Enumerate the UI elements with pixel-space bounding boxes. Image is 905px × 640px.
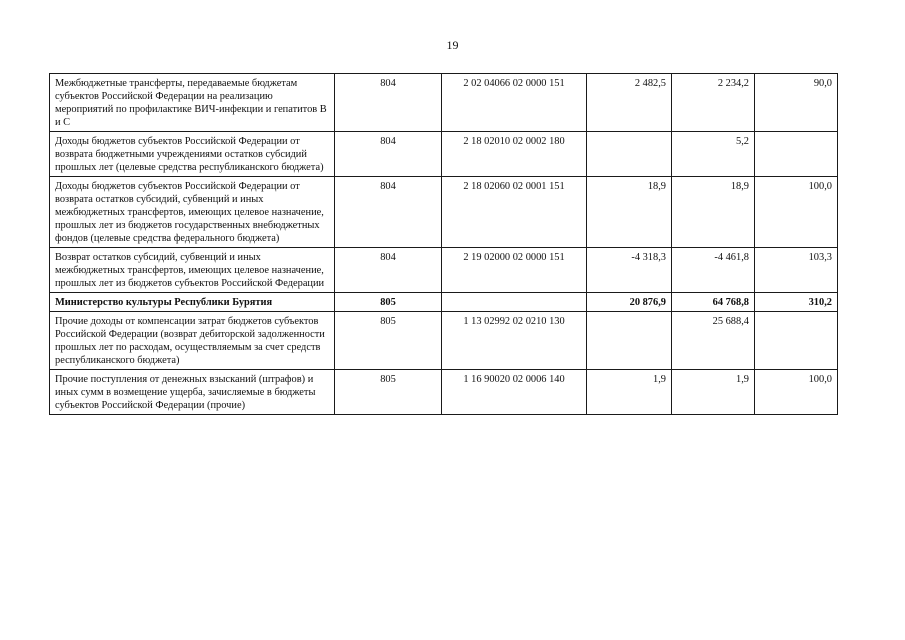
cell-revenue-code: 2 02 04066 02 0000 151 <box>442 74 587 132</box>
cell-plan: 18,9 <box>587 177 672 248</box>
cell-plan <box>587 132 672 177</box>
cell-admin-code: 805 <box>335 370 442 415</box>
cell-revenue-code: 1 16 90020 02 0006 140 <box>442 370 587 415</box>
table-row <box>50 248 838 293</box>
page-number: 19 <box>446 38 459 52</box>
cell-admin-code: 804 <box>335 132 442 177</box>
cell-plan: 1,9 <box>587 370 672 415</box>
cell-revenue-code: 1 13 02992 02 0210 130 <box>442 312 587 370</box>
table-row <box>50 312 838 370</box>
cell-actual: 5,2 <box>672 132 755 177</box>
cell-revenue-code <box>442 293 587 312</box>
cell-actual: 64 768,8 <box>672 293 755 312</box>
cell-name: Доходы бюджетов субъектов Российской Федерации от возврата остатков субсидий, субвенций и иных межбюджетных трансфертов, имеющих целевое назначение, прошлых лет из бюджетов государственных внебюджетных фондов (целевые средства федерального бюджета) <box>50 177 335 248</box>
table-row-ministry-total <box>50 293 838 312</box>
budget-table <box>49 73 838 415</box>
cell-percent: 100,0 <box>755 370 838 415</box>
cell-actual: -4 461,8 <box>672 248 755 293</box>
table-row <box>50 132 838 177</box>
cell-actual: 18,9 <box>672 177 755 248</box>
cell-name: Межбюджетные трансферты, передаваемые бюджетам субъектов Российской Федерации на реализацию мероприятий по профилактике ВИЧ-инфекции и гепатитов В и С <box>50 74 335 132</box>
cell-plan <box>587 312 672 370</box>
cell-percent: 100,0 <box>755 177 838 248</box>
cell-name: Прочие поступления от денежных взысканий (штрафов) и иных сумм в возмещение ущерба, зачисляемые в бюджеты субъектов Российской Федерации (прочие) <box>50 370 335 415</box>
cell-actual: 2 234,2 <box>672 74 755 132</box>
cell-actual: 1,9 <box>672 370 755 415</box>
cell-plan: 20 876,9 <box>587 293 672 312</box>
cell-actual: 25 688,4 <box>672 312 755 370</box>
cell-percent <box>755 132 838 177</box>
cell-plan: -4 318,3 <box>587 248 672 293</box>
table-row <box>50 177 838 248</box>
cell-percent: 310,2 <box>755 293 838 312</box>
cell-admin-code: 804 <box>335 74 442 132</box>
cell-name: Прочие доходы от компенсации затрат бюджетов субъектов Российской Федерации (возврат дебиторской задолженности прошлых лет по расходам, осуществляемым за счет средств республиканского бюджета) <box>50 312 335 370</box>
cell-percent <box>755 312 838 370</box>
cell-revenue-code: 2 19 02000 02 0000 151 <box>442 248 587 293</box>
cell-name: Министерство культуры Республики Бурятия <box>50 293 335 312</box>
cell-plan: 2 482,5 <box>587 74 672 132</box>
cell-admin-code: 805 <box>335 312 442 370</box>
cell-percent: 103,3 <box>755 248 838 293</box>
cell-percent: 90,0 <box>755 74 838 132</box>
cell-revenue-code: 2 18 02060 02 0001 151 <box>442 177 587 248</box>
cell-revenue-code: 2 18 02010 02 0002 180 <box>442 132 587 177</box>
cell-admin-code: 804 <box>335 248 442 293</box>
table-row <box>50 74 838 132</box>
cell-admin-code: 804 <box>335 177 442 248</box>
table-row <box>50 370 838 415</box>
cell-name: Доходы бюджетов субъектов Российской Федерации от возврата бюджетными учреждениями остатков субсидий прошлых лет (целевые средства республиканского бюджета) <box>50 132 335 177</box>
cell-name: Возврат остатков субсидий, субвенций и иных межбюджетных трансфертов, имеющих целевое назначение, прошлых лет из бюджетов субъектов Российской Федерации <box>50 248 335 293</box>
cell-admin-code: 805 <box>335 293 442 312</box>
